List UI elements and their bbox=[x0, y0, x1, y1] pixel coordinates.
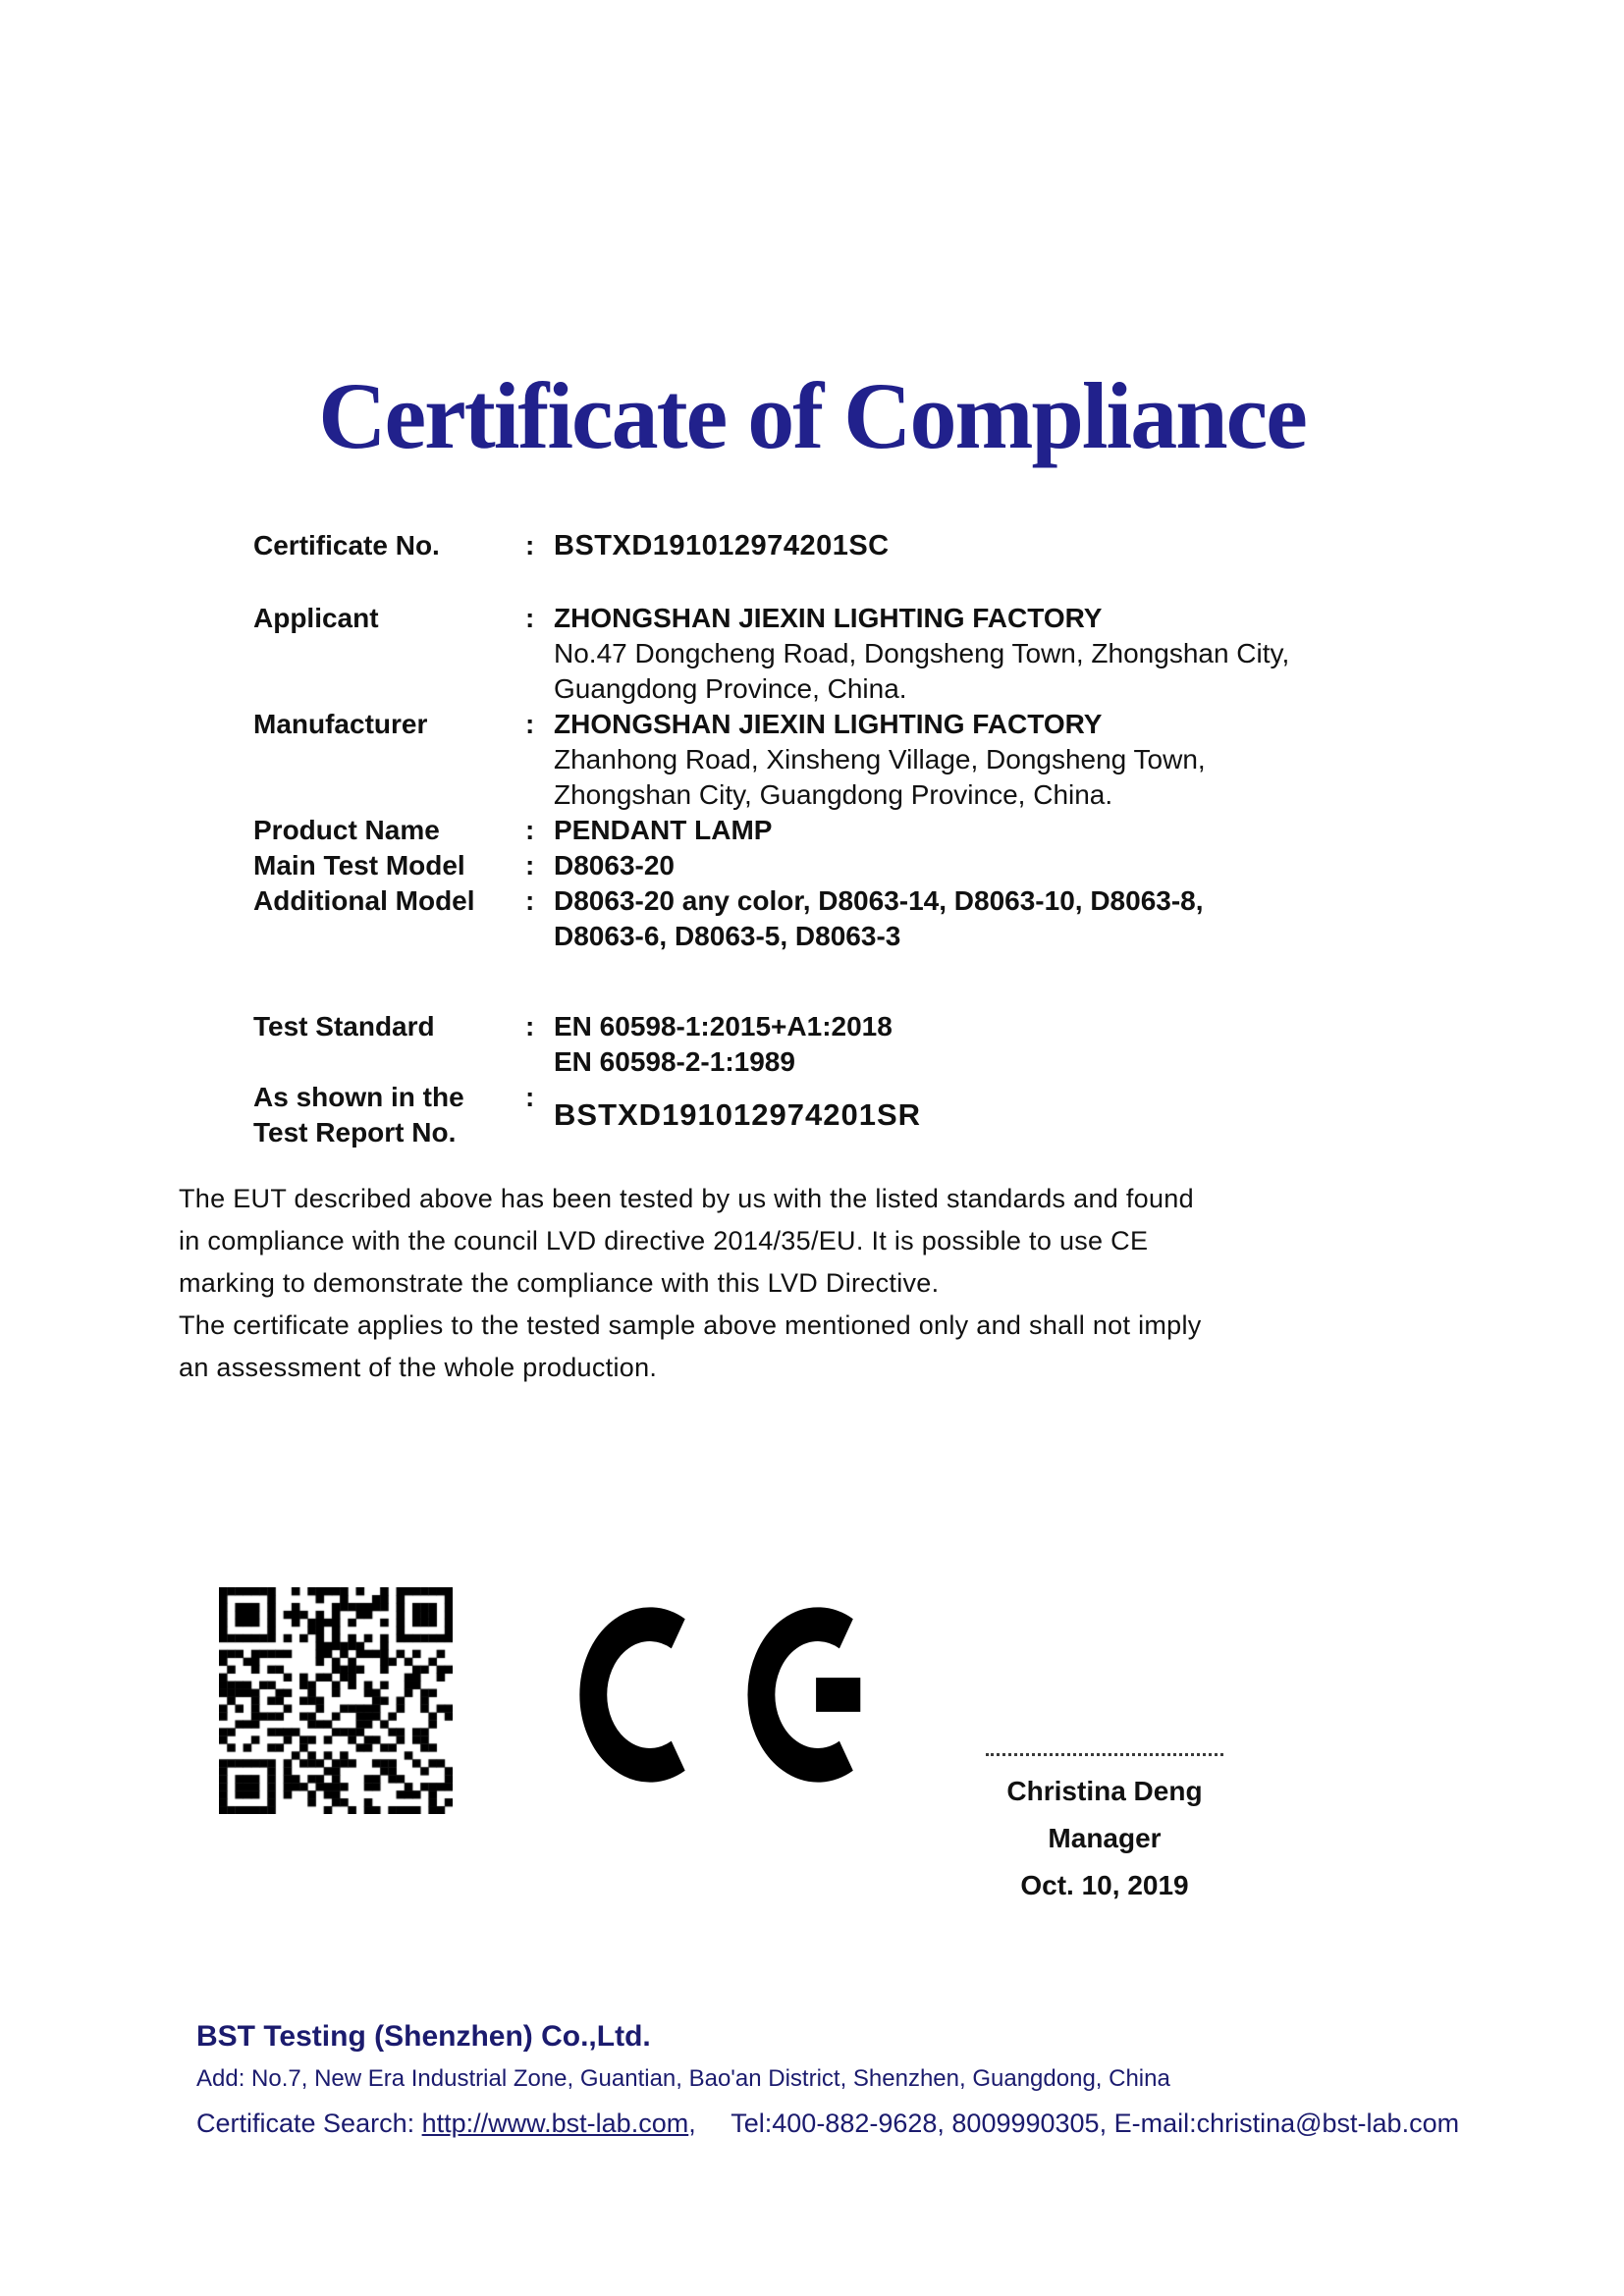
applicant-label: Applicant bbox=[253, 603, 379, 633]
certificate-search-link[interactable]: http://www.bst-lab.com bbox=[421, 2109, 689, 2138]
footer-contact: Tel:400-882-9628, 8009990305, E-mail:christina@bst-lab.com bbox=[731, 2109, 1460, 2138]
manufacturer-address-line: Zhongshan City, Guangdong Province, China. bbox=[554, 779, 1113, 810]
colon: : bbox=[525, 850, 535, 881]
field-row-product-name bbox=[253, 813, 1422, 848]
colon: : bbox=[525, 603, 535, 633]
certificate-no-label: Certificate No. bbox=[253, 530, 440, 561]
additional-model-line: D8063-6, D8063-5, D8063-3 bbox=[554, 921, 901, 951]
field-row-manufacturer bbox=[253, 707, 1422, 813]
test-report-no-value: BSTXD191012974201SR bbox=[554, 1097, 922, 1132]
product-name-value: PENDANT LAMP bbox=[554, 815, 773, 845]
field-row-test-report-no bbox=[253, 1080, 1422, 1150]
colon: : bbox=[525, 1011, 535, 1041]
field-row-additional-model bbox=[253, 883, 1422, 954]
main-test-model-label: Main Test Model bbox=[253, 850, 465, 881]
body-line: The certificate applies to the tested sample above mentioned only and shall not imply bbox=[179, 1310, 1202, 1340]
colon: : bbox=[525, 815, 535, 845]
field-row-certificate-no bbox=[253, 528, 1422, 563]
colon: : bbox=[525, 885, 535, 916]
test-report-no-label bbox=[253, 1080, 525, 1150]
test-standard-value bbox=[554, 1009, 1422, 1080]
body-line: The EUT described above has been tested by us with the listed standards and found bbox=[179, 1184, 1194, 1213]
url-suffix: , bbox=[688, 2109, 696, 2138]
company-name: BST Testing (Shenzhen) Co.,Ltd. bbox=[196, 2020, 651, 2053]
certificate-fields bbox=[253, 528, 1422, 1150]
main-test-model-value: D8063-20 bbox=[554, 850, 675, 881]
field-row-applicant bbox=[253, 601, 1422, 707]
manufacturer-label: Manufacturer bbox=[253, 709, 428, 739]
field-row-main-test-model bbox=[253, 848, 1422, 883]
manufacturer-value bbox=[554, 707, 1422, 813]
certificate-title: Certificate of Compliance bbox=[318, 363, 1306, 468]
manufacturer-name: ZHONGSHAN JIEXIN LIGHTING FACTORY bbox=[554, 709, 1103, 739]
additional-model-value bbox=[554, 883, 1422, 954]
signatory-title: Manager bbox=[1048, 1823, 1162, 1853]
body-line: an assessment of the whole production. bbox=[179, 1353, 658, 1382]
company-address: Add: No.7, New Era Industrial Zone, Guantian, Bao'an District, Shenzhen, Guangdong, China bbox=[196, 2065, 1170, 2092]
colon: : bbox=[525, 1082, 535, 1112]
body-paragraph bbox=[179, 1178, 1475, 1389]
applicant-address-line: No.47 Dongcheng Road, Dongsheng Town, Zhongshan City, bbox=[554, 638, 1290, 668]
colon: : bbox=[525, 530, 535, 561]
signature-date: Oct. 10, 2019 bbox=[1020, 1870, 1189, 1900]
applicant-name: ZHONGSHAN JIEXIN LIGHTING FACTORY bbox=[554, 603, 1103, 633]
test-standard-line: EN 60598-2-1:1989 bbox=[554, 1046, 795, 1077]
test-report-no-label-line: As shown in the bbox=[253, 1082, 464, 1112]
applicant-address-line: Guangdong Province, China. bbox=[554, 673, 907, 704]
signatory-name: Christina Deng bbox=[1006, 1776, 1203, 1806]
qr-code-icon bbox=[219, 1587, 453, 1814]
signature-dotted-line bbox=[986, 1753, 1223, 1756]
manufacturer-address-line: Zhanhong Road, Xinsheng Village, Dongsheng Town, bbox=[554, 744, 1206, 774]
certificate-search-label: Certificate Search: bbox=[196, 2109, 415, 2138]
applicant-value bbox=[554, 601, 1422, 707]
ce-mark-icon bbox=[574, 1590, 867, 1799]
footer bbox=[196, 2020, 1502, 2139]
field-row-test-standard bbox=[253, 1009, 1422, 1080]
certificate-no-value: BSTXD191012974201SC bbox=[554, 530, 890, 561]
product-name-label: Product Name bbox=[253, 815, 440, 845]
body-line: marking to demonstrate the compliance with this LVD Directive. bbox=[179, 1268, 940, 1298]
body-line: in compliance with the council LVD directive 2014/35/EU. It is possible to use CE bbox=[179, 1226, 1149, 1255]
signature-block bbox=[938, 1753, 1272, 1909]
certificate-search-line bbox=[196, 2109, 1502, 2139]
colon: : bbox=[525, 709, 535, 739]
test-standard-label: Test Standard bbox=[253, 1011, 435, 1041]
additional-model-label: Additional Model bbox=[253, 885, 475, 916]
test-standard-line: EN 60598-1:2015+A1:2018 bbox=[554, 1011, 893, 1041]
additional-model-line: D8063-20 any color, D8063-14, D8063-10, D8063-8, bbox=[554, 885, 1204, 916]
test-report-no-label-line: Test Report No. bbox=[253, 1117, 457, 1148]
